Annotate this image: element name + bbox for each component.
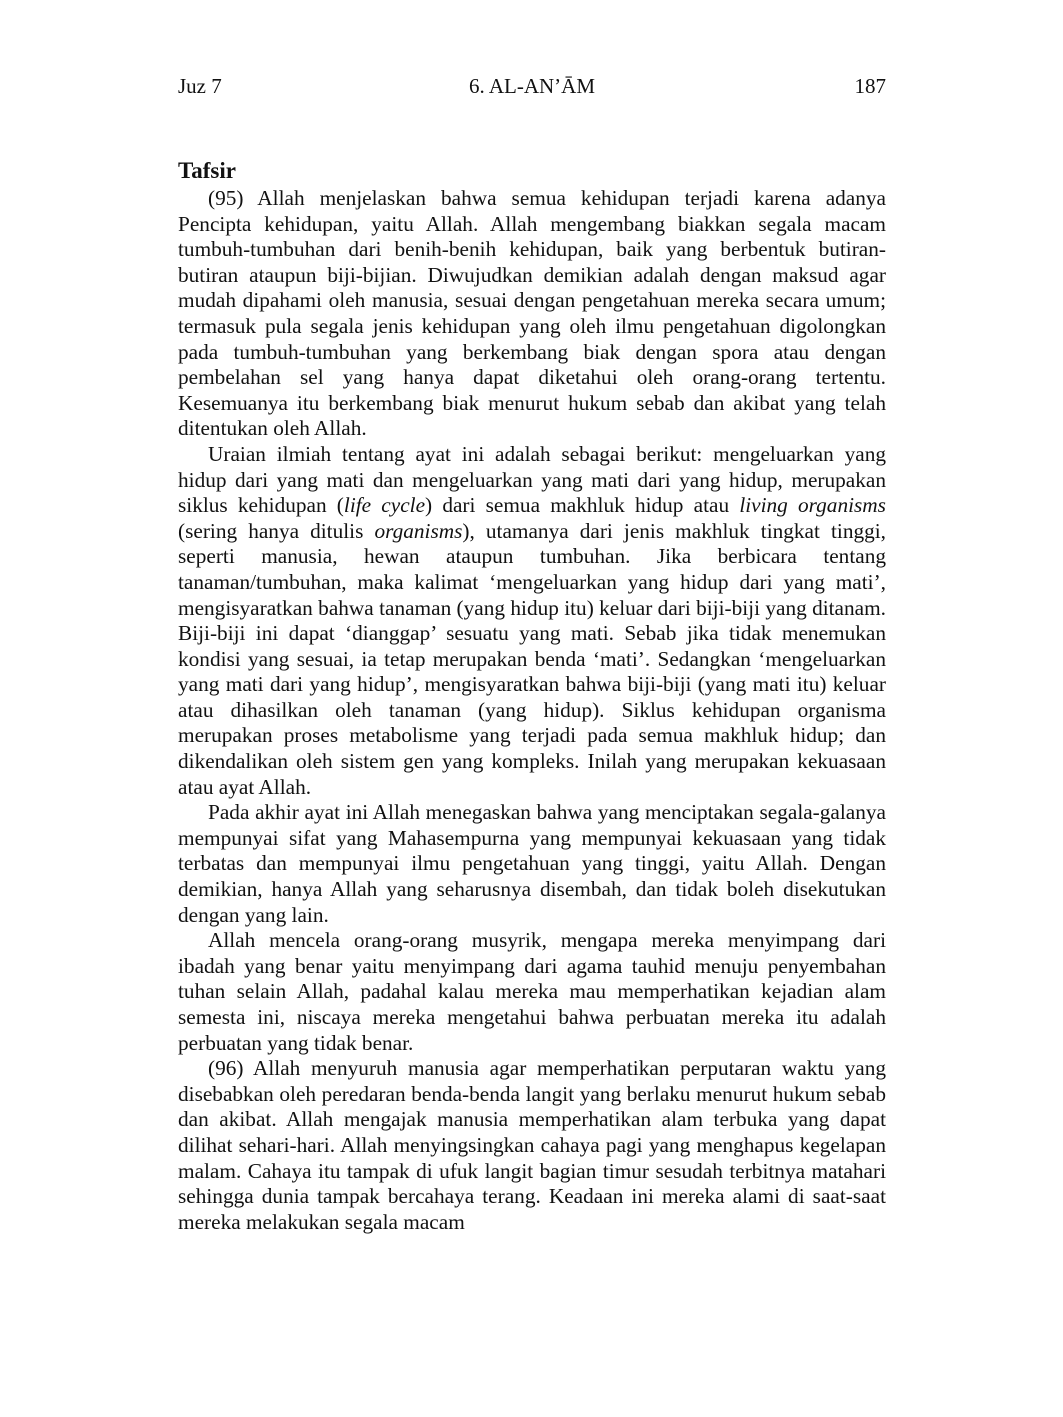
juz-label: Juz 7: [178, 74, 222, 98]
paragraph-polytheists: Allah mencela orang-orang musyrik, mengapa mereka menyimpang dari ibadah yang benar yaitu menyimpang dari agama tauhid menuju penyembahan tuhan selain Allah, padahal kalau mereka mau memperhatikan kejadian alam semesta ini, niscaya mereka mengetahui bahwa perbuatan mereka itu adalah perbuatan yang tidak benar.: [178, 928, 886, 1055]
surah-title: 6. AL-AN’ĀM: [469, 74, 595, 98]
italic-term-life-cycle: life cycle: [343, 493, 426, 518]
page-body: [178, 157, 886, 1235]
paragraph-scientific-explanation: [178, 442, 886, 800]
paragraph-verse-95: (95) Allah menjelaskan bahwa semua kehidupan terjadi karena adanya Pencipta kehidupan, yaitu Allah. Allah mengembang biakkan segala macam tumbuh-tumbuhan dari benih-benih kehidupan, baik yang berbentuk butiran-butiran ataupun biji-bijian. Diwujudkan demikian adalah dengan maksud agar mudah dipahami oleh manusia, sesuai dengan pengetahuan mereka secara umum; termasuk pula segala jenis kehidupan yang oleh ilmu pengetahuan digolongkan pada tumbuh-tumbuhan yang berkembang biak dengan spora atau dengan pembelahan sel yang hanya dapat diketahui oleh orang-orang tertentu. Kesemuanya itu berkembang biak menurut hukum sebab dan akibat yang telah ditentukan oleh Allah.: [178, 186, 886, 441]
italic-term-organisms: organisms: [374, 518, 463, 543]
paragraph-conclusion: Pada akhir ayat ini Allah menegaskan bahwa yang menciptakan segala-galanya mempunyai sifat yang Mahasempurna yang mempunyai kekuasaan yang tidak terbatas dan mempunyai ilmu pengetahuan yang tinggi, yaitu Allah. Dengan demikian, hanya Allah yang seharusnya disembah, dan tidak boleh disekutukan dengan yang lain.: [178, 800, 886, 927]
paragraph-text-segment: Uraian ilmiah tentang ayat ini adalah sebagai berikut: mengeluarkan yang hidup dari yang mati dan mengeluarkan yang mati dari yang hidup, merupakan siklus kehidupan (: [178, 441, 886, 518]
section-heading: Tafsir: [178, 158, 236, 183]
paragraph-verse-96: (96) Allah menyuruh manusia agar memperhatikan perputaran waktu yang disebabkan oleh peredaran benda-benda langit yang berlaku menurut hukum sebab dan akibat. Allah mengajak manusia memperhatikan alam terbuka yang dapat dilihat sehari-hari. Allah menyingsingkan cahaya pagi yang menghapus kegelapan malam. Cahaya itu tampak di ufuk langit bagian timur sesudah terbitnya matahari sehingga dunia tampak bercahaya terang. Keadaan ini mereka alami di saat-saat mereka melakukan segala macam: [178, 1056, 886, 1234]
italic-term-living-organisms: living organisms: [739, 493, 886, 518]
paragraph-text-segment: ), utamanya dari jenis makhluk tingkat tinggi, seperti manusia, hewan ataupun tumbuhan. Jika berbicara tentang tanaman/tumbuhan, maka kalimat ‘mengeluarkan yang hidup dari yang mati’, mengisyaratkan bahwa tanaman (yang hidup itu) keluar dari biji-biji yang ditanam. Biji-biji ini dapat ‘dianggap’ sesuatu yang mati. Sebab jika tidak menemukan kondisi yang sesuai, ia tetap merupakan benda ‘mati’. Sedangkan ‘mengeluarkan yang mati dari yang hidup’, mengisyaratkan bahwa biji-biji (yang mati itu) keluar atau dihasilkan oleh tanaman (yang hidup). Siklus kehidupan organisma merupakan proses metabolisme yang terjadi pada semua makhluk hidup; dan dikendalikan oleh sistem gen yang kompleks. Inilah yang merupakan kekuasaan atau ayat Allah.: [178, 518, 887, 799]
running-header: [178, 74, 886, 104]
paragraph-text-segment: (sering hanya ditulis: [178, 518, 375, 543]
paragraph-text-segment: ) dari semua makhluk hidup atau: [425, 493, 740, 518]
page-number: 187: [854, 74, 886, 98]
